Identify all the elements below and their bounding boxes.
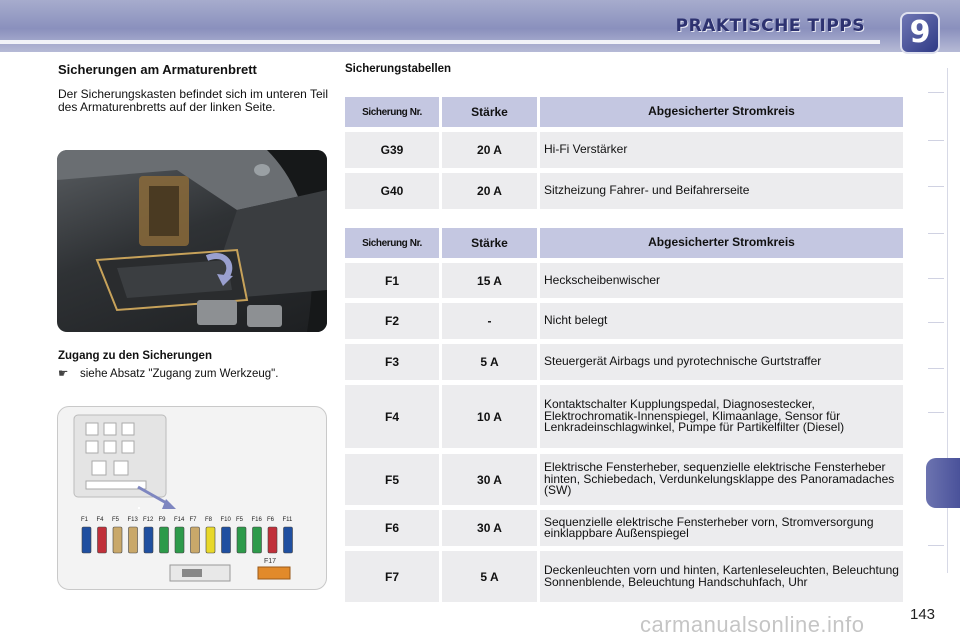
fuse xyxy=(144,527,153,553)
fuse-label: F1 xyxy=(81,517,89,523)
fuse-circuit: Deckenleuchten vorn und hinten, Kartenleseleuchten, Beleuchtung Sonnenblende, Beleuchtung Handschuhfach, Uhr xyxy=(540,551,903,602)
fuse-rating: - xyxy=(442,303,537,339)
fuse xyxy=(253,527,262,553)
arrow-right-icon: ☛ xyxy=(58,368,69,380)
fuse xyxy=(113,527,122,553)
fuse-circuit: Steuergerät Airbags und pyrotechnische Gurtstraffer xyxy=(540,344,903,380)
access-bullet xyxy=(58,366,278,380)
chapter-badge: 9 xyxy=(900,12,940,54)
table-row xyxy=(345,551,903,602)
fuse-label: F7 xyxy=(189,517,197,523)
fuse-rating: 20 A xyxy=(442,173,537,209)
fuse-circuit: Hi-Fi Verstärker xyxy=(540,132,903,168)
spare-fuse-label: F17 xyxy=(264,558,277,565)
fuse-label: F10 xyxy=(220,517,231,523)
fuse-label: F9 xyxy=(158,517,166,523)
fuse-rating: 5 A xyxy=(442,551,537,602)
table-row xyxy=(345,344,903,380)
header-kreis: Abgesicherter Stromkreis xyxy=(540,228,903,258)
tab-divider xyxy=(928,278,944,279)
fuse-nr: F1 xyxy=(345,263,439,298)
fuse-label: F5 xyxy=(236,517,244,523)
table-row xyxy=(345,132,903,168)
fuse-nr: F3 xyxy=(345,344,439,380)
fuse-rating: 15 A xyxy=(442,263,537,298)
tab-divider xyxy=(928,368,944,369)
fuse-label: F8 xyxy=(205,517,213,523)
fuse-label: F16 xyxy=(251,517,262,523)
table-header-row xyxy=(345,228,903,258)
header-kreis: Abgesicherter Stromkreis xyxy=(540,97,903,127)
section-heading: Sicherungen am Armaturenbrett xyxy=(58,62,257,77)
table-row xyxy=(345,173,903,209)
table-header-row xyxy=(345,97,903,127)
fuse-label: F14 xyxy=(174,517,185,523)
fuse-circuit: Sitzheizung Fahrer- und Beifahrerseite xyxy=(540,173,903,209)
fuse-nr: F5 xyxy=(345,454,439,505)
fuse xyxy=(160,527,169,553)
fuse-circuit: Nicht belegt xyxy=(540,303,903,339)
fuse-label: F12 xyxy=(143,517,154,523)
watermark: carmanualsonline.info xyxy=(640,612,865,637)
fuse xyxy=(82,527,91,553)
header-nr: Sicherung Nr. xyxy=(345,228,439,258)
fuse-rating: 20 A xyxy=(442,132,537,168)
fuse-rating: 30 A xyxy=(442,454,537,505)
fuse-nr: F4 xyxy=(345,385,439,448)
fuse xyxy=(98,527,107,553)
fuse xyxy=(284,527,293,553)
fuse-rating: 5 A xyxy=(442,344,537,380)
tables-heading: Sicherungstabellen xyxy=(345,63,452,75)
fuse-box-diagram xyxy=(57,406,327,590)
fuse xyxy=(268,527,277,553)
fuse xyxy=(222,527,231,553)
fuse-nr: G39 xyxy=(345,132,439,168)
tab-divider xyxy=(928,233,944,234)
fuse-circuit: Kontaktschalter Kupplungspedal, Diagnosestecker, Elektrochromatik-Innenspiegel, Klimaanlage, Sensor für Lenkradeinschlagwinkel, Pumpe für Partikelfilter (Diesel) xyxy=(540,385,903,448)
fuse xyxy=(129,527,138,553)
fuse xyxy=(191,527,200,553)
table-row xyxy=(345,303,903,339)
dashboard-photo xyxy=(57,150,327,332)
page-title: PRAKTISCHE TIPPS xyxy=(675,16,865,36)
fuse-label: F11 xyxy=(282,517,293,523)
intro-text: Der Sicherungskasten befindet sich im unteren Teil des Armaturenbretts auf der linken Seite. xyxy=(58,87,328,114)
tab-divider xyxy=(928,322,944,323)
fuse-circuit: Elektrische Fensterheber, sequenzielle elektrische Fensterheber hinten, Schiebedach, Verdunkelungsklappe des Panoramadaches (SW) xyxy=(540,454,903,505)
access-heading: Zugang zu den Sicherungen xyxy=(58,350,212,362)
tab-divider xyxy=(928,412,944,413)
fuse xyxy=(237,527,246,553)
chapter-tab-active[interactable] xyxy=(926,458,960,508)
header-staerke: Stärke xyxy=(442,228,537,258)
fuse-circuit: Heckscheibenwischer xyxy=(540,263,903,298)
fuse-nr: G40 xyxy=(345,173,439,209)
tab-divider xyxy=(928,186,944,187)
table-row xyxy=(345,454,903,505)
tab-divider xyxy=(928,140,944,141)
fuse-nr: F6 xyxy=(345,510,439,546)
fuse-label: F13 xyxy=(127,517,138,523)
fuse-circuit: Sequenzielle elektrische Fensterheber vorn, Stromversorgung einklappbare Außenspiegel xyxy=(540,510,903,546)
fuse-label: F5 xyxy=(112,517,120,523)
fuse-label: F4 xyxy=(96,517,104,523)
fuse xyxy=(206,527,215,553)
header-line xyxy=(0,40,880,44)
tab-divider xyxy=(928,545,944,546)
fuse-nr: F7 xyxy=(345,551,439,602)
fuse-rating: 10 A xyxy=(442,385,537,448)
page-number: 143 xyxy=(910,606,936,623)
fuse-rating: 30 A xyxy=(442,510,537,546)
table-row xyxy=(345,385,903,448)
header-nr: Sicherung Nr. xyxy=(345,97,439,127)
tab-divider xyxy=(928,92,944,93)
fuse-nr: F2 xyxy=(345,303,439,339)
access-bullet-text: siehe Absatz "Zugang zum Werkzeug". xyxy=(80,368,279,380)
table-row xyxy=(345,263,903,298)
fuse xyxy=(175,527,184,553)
table-row xyxy=(345,510,903,546)
header-staerke: Stärke xyxy=(442,97,537,127)
fuse-label: F6 xyxy=(267,517,275,523)
